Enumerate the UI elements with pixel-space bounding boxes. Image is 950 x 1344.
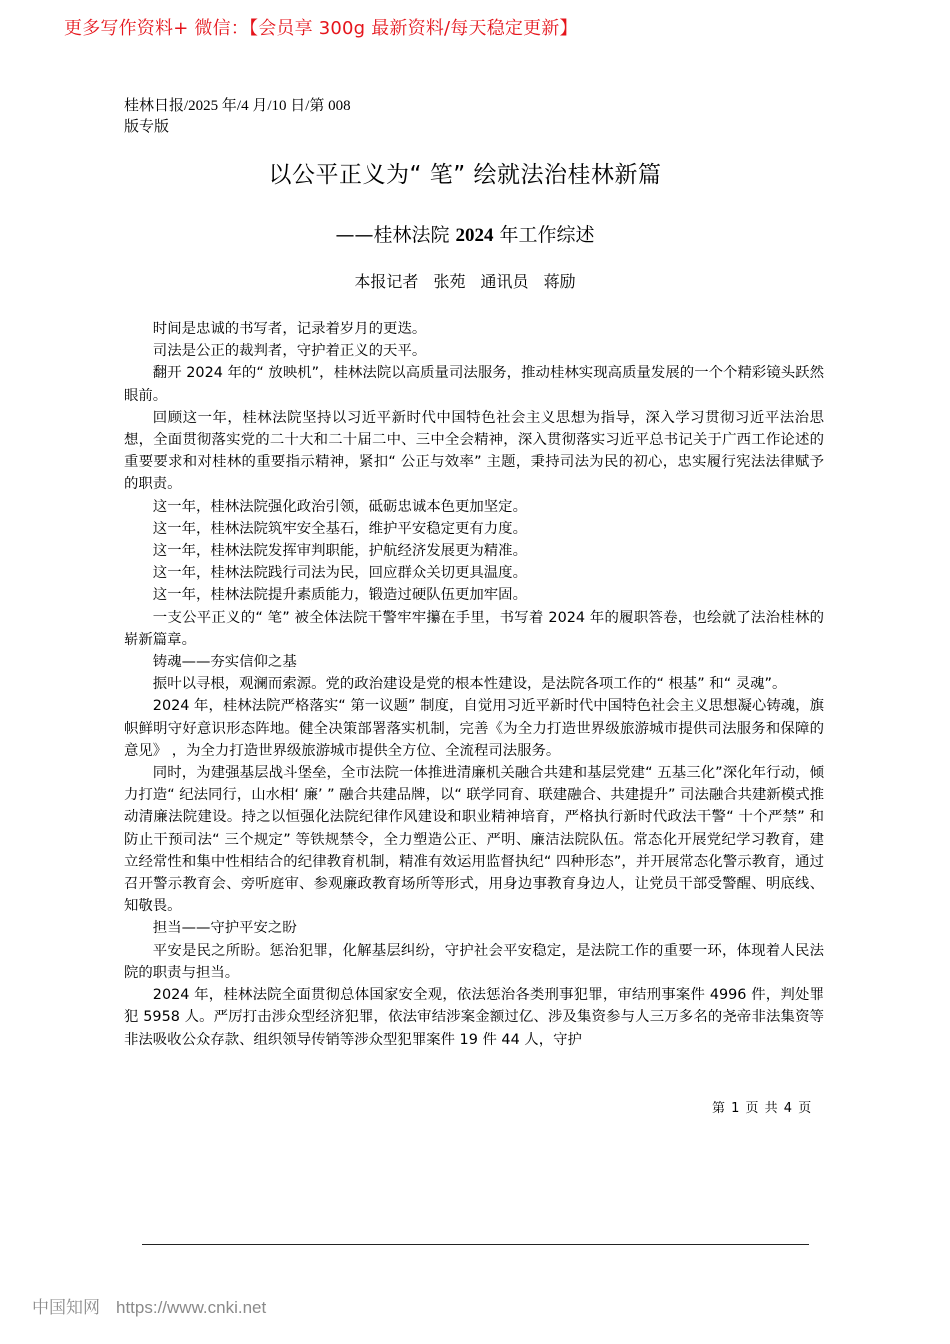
paragraph: 司法是公正的裁判者，守护着正义的天平。: [152, 343, 427, 360]
paragraph: 2024 年，桂林法院全面贯彻总体国家安全观，依法惩治各类刑事犯罪，审结刑事案件 4996 件，判处罪犯 5958 人。严厉打击涉众型经济犯罪，依法审结涉案金额过亿、涉及集资参与人三万多名的尧帝非法集资等非法吸收公众存款、组织领导传销等涉众型犯罪案件 19 件 44 人，守护: [124, 987, 824, 1048]
article-title: 以公平正义为“ 笔” 绘就法治桂林新篇: [268, 162, 662, 188]
subtitle-prefix: ——桂林法院: [335, 224, 456, 246]
paragraph: 2024 年，桂林法院严格落实“ 第一议题” 制度，自觉用习近平新时代中国特色社会主义思想凝心铸魂，旗帜鲜明守好意识形态阵地。健全决策部署落实机制，完善《为全力打造世界级旅游城市提供司法服务和保障的意见》 ，为全力打造世界级旅游城市提供全方位、全流程司法服务。: [124, 698, 824, 759]
source-citation: [124, 96, 351, 138]
paragraph: 平安是民之所盼。惩治犯罪，化解基层纠纷，守护社会平安稳定，是法院工作的重要一环，体现着人民法院的职责与担当。: [124, 942, 824, 981]
paragraph: 同时，为建强基层战斗堡垒，全市法院一体推进清廉机关融合共建和基层党建“ 五基三化”深化年行动，倾力打造“ 纪法同行，山水相‘ 廉’ ” 融合共建品牌，以“ 联学同育、联建融合、共建提升” 司法融合共建新模式推动清廉法院建设。持之以恒强化法院纪律作风建设和职业精神培育，严格执行新时代政法干警“ 十个严禁” 和防止干预司法“ 三个规定” 等铁规禁令，全力塑造公正、严明、廉洁法院队伍。常态化开展党纪学习教育，建立经常性和集中性相结合的纪律教育机制，精准有效运用监督执纪“ 四种形态”，并开展常态化警示教育，通过召开警示教育会、旁听庭审、参观廉政教育场所等形式，用身边事教育身边人，让党员干部受警醒、明底线、知敬畏。: [124, 765, 824, 915]
paragraph: 这一年，桂林法院提升素质能力，锻造过硬队伍更加牢固。: [152, 587, 527, 604]
subtitle-suffix: 年工作综述: [493, 224, 595, 246]
section-heading: 铸魂——夯实信仰之基: [152, 654, 297, 671]
section-heading: 担当——守护平安之盼: [152, 920, 297, 937]
paragraph: 这一年，桂林法院践行司法为民，回应群众关切更具温度。: [152, 565, 527, 582]
paragraph: 这一年，桂林法院发挥审判职能，护航经济发展更为精准。: [152, 543, 527, 560]
paragraph: 这一年，桂林法院筑牢安全基石，维护平安稳定更有力度。: [152, 520, 527, 537]
article-subtitle: [0, 222, 930, 249]
site-name: 中国知网: [32, 1298, 100, 1318]
article-body: [124, 318, 824, 1051]
paragraph: 时间是忠诚的书写者，记录着岁月的更迭。: [152, 321, 427, 337]
paragraph: 振叶以寻根，观澜而索源。党的政治建设是党的根本性建设，是法院各项工作的“ 根基” 和“ 灵魂”。: [152, 676, 787, 693]
paragraph: 一支公平正义的“ 笔” 被全体法院干警牢牢攥在手里，书写着 2024 年的履职答卷，也绘就了法治桂林的崭新篇章。: [124, 609, 824, 648]
source-line: 版专版: [124, 119, 170, 135]
paragraph: 回顾这一年，桂林法院坚持以习近平新时代中国特色社会主义思想为指导，深入学习贯彻习近平法治思想，全面贯彻落实党的二十大和二十届二中、三中全会精神，深入贯彻落实习近平总书记关于广西工作论述的重要要求和对桂林的重要指示精神，紧扣“ 公正与效率” 主题，秉持司法为民的初心，忠实履行宪法法律赋予的职责。: [124, 409, 824, 493]
site-url-link[interactable]: https://www.cnki.net: [116, 1298, 267, 1317]
footer-divider: [142, 1244, 809, 1245]
byline: 本报记者 张苑 通讯员 蒋励: [354, 272, 576, 291]
page-indicator: 第 1 页 共 4 页: [712, 1101, 813, 1116]
paragraph: 翻开 2024 年的“ 放映机”，桂林法院以高质量司法服务，推动桂林实现高质量发展的一个个精彩镜头跃然眼前。: [124, 365, 824, 404]
subtitle-year: 2024: [455, 225, 494, 246]
footer-watermark: [32, 1293, 266, 1318]
paragraph: 这一年，桂林法院强化政治引领，砥砺忠诚本色更加坚定。: [152, 498, 527, 515]
promo-banner: 更多写作资料+ 微信：【会员享 300g 最新资料/每天稳定更新】: [64, 18, 578, 39]
source-line: 桂林日报/2025 年/4 月/10 日/第 008: [124, 98, 351, 114]
